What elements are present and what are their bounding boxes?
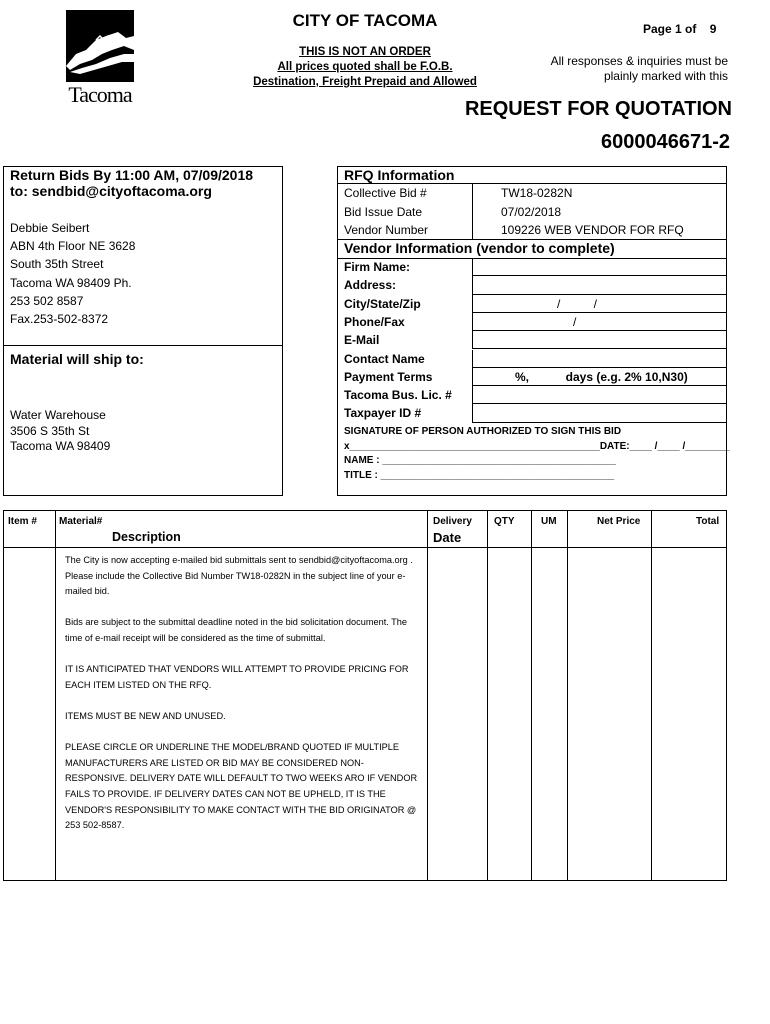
rfq-info-value: 07/02/2018 (501, 204, 562, 219)
vendor-field-label: Tacoma Bus. Lic. # (344, 388, 452, 403)
vendor-field-label: City/State/Zip (344, 296, 421, 311)
column-header-qty: QTY (494, 516, 515, 527)
rfq-info-row (337, 184, 727, 203)
fob-line-2: Destination, Freight Prepaid and Allowed (253, 76, 477, 88)
ship-to-title: Material will ship to: (10, 351, 144, 367)
column-header-material: Material# (59, 516, 103, 527)
column-divider (531, 510, 532, 881)
rfq-info-label: Vendor Number (344, 223, 429, 237)
not-order-notice: THIS IS NOT AN ORDER (299, 46, 431, 58)
vendor-field-label: E-Mail (344, 333, 380, 348)
instruction-paragraph: The City is now accepting e-mailed bid submittals sent to sendbid@cityoftacoma.org . Please include the Collective Bid Number TW18-0282N in the subject line of your e-mailed bid. (65, 555, 413, 597)
return-bids-line-2: to: sendbid@cityoftacoma.org (10, 183, 212, 199)
contact-line: 253 502 8587 (10, 293, 84, 308)
instruction-paragraph: PLEASE CIRCLE OR UNDERLINE THE MODEL/BRAND QUOTED IF MULTIPLE MANUFACTURERS ARE LISTED OR BID MAY BE CONSIDERED NON-RESPONSIVE. DELIVERY DATE WILL DEFAULT TO TWO WEEKS ARO IF VENDOR FAILS TO PROVIDE. IF DELIVERY DATES CAN NOT BE UPHELD, IT IS THE VENDOR'S RESPONSIBILITY TO MAKE CONTACT WITH THE BID ORIGINATOR @ 253 502-8587. (65, 742, 418, 831)
vendor-field-city-state-zip (337, 295, 727, 313)
contact-line: Tacoma WA 98409 Ph. (10, 275, 132, 290)
vendor-field-payment-terms (337, 368, 727, 386)
responses-line-2: plainly marked with this (603, 69, 728, 83)
divider (3, 345, 283, 346)
contact-line: ABN 4th Floor NE 3628 (10, 239, 136, 254)
vendor-field-label: Phone/Fax (344, 314, 405, 329)
vendor-field-contact-name (337, 350, 727, 368)
column-header-um: UM (541, 516, 557, 527)
buyer-contact (10, 219, 135, 328)
page-number (643, 22, 716, 36)
city-logo (66, 10, 134, 114)
address-line: Water Warehouse (10, 408, 106, 422)
signature-block (344, 425, 730, 483)
column-header-delivery: Delivery (433, 516, 472, 527)
title-line[interactable]: TITLE : __________________________________________ (344, 469, 615, 481)
responses-note (520, 54, 728, 84)
column-divider (567, 510, 568, 881)
vendor-field-firm-name (337, 258, 727, 276)
page-total: 9 (709, 22, 717, 36)
vendor-field-label: Firm Name: (344, 260, 411, 274)
rfq-heading: REQUEST FOR QUOTATION (464, 98, 732, 120)
rfq-info-row (337, 221, 727, 240)
column-header-net-price: Net Price (597, 516, 641, 527)
signature-line[interactable]: x_____________________________________________DATE:____ /____ /________ (344, 440, 730, 452)
vendor-field-label: Address: (344, 278, 397, 293)
contact-line: Fax.253-502-8372 (10, 312, 109, 327)
column-divider (55, 510, 56, 881)
fob-line-1: All prices quoted shall be F.O.B. (277, 61, 453, 73)
payment-terms-input[interactable] (472, 368, 727, 386)
fob-terms (230, 45, 500, 90)
contact-line: Debbie Seibert (10, 221, 90, 235)
vendor-field-label: Contact Name (344, 351, 425, 366)
column-divider (487, 510, 488, 881)
column-header-date: Date (433, 530, 462, 545)
vendor-field-business-license (337, 386, 727, 404)
rfq-info-value: 109226 WEB VENDOR FOR RFQ (501, 223, 684, 237)
vendor-field-phone-fax (337, 313, 727, 331)
return-bids-deadline (10, 167, 253, 199)
vendor-field-address (337, 276, 727, 294)
page-label: Page 1 of (643, 22, 697, 36)
city-state-zip-input[interactable] (472, 295, 727, 313)
rfq-info-title: RFQ Information (344, 167, 455, 183)
rfq-number: 6000046671-2 (600, 131, 730, 153)
business-license-input[interactable] (472, 386, 727, 404)
vendor-field-label: Taxpayer ID # (344, 406, 422, 421)
bid-instructions (65, 553, 425, 849)
column-header-item: Item # (8, 516, 37, 527)
field-separator: / / (557, 296, 598, 311)
taxpayer-id-input[interactable] (472, 404, 727, 422)
address-input[interactable] (472, 276, 727, 294)
phone-fax-input[interactable] (472, 313, 727, 331)
vendor-field-label: Payment Terms (344, 369, 433, 384)
responses-line-1: All responses & inquiries must be (550, 54, 728, 68)
email-input[interactable] (472, 331, 727, 349)
column-divider (427, 510, 428, 881)
city-title: CITY OF TACOMA (292, 11, 438, 30)
firm-name-input[interactable] (472, 258, 727, 276)
signature-title: SIGNATURE OF PERSON AUTHORIZED TO SIGN THIS BID (344, 426, 622, 437)
name-line[interactable]: NAME : __________________________________________ (344, 455, 616, 466)
address-line: Tacoma WA 98409 (10, 439, 111, 453)
ship-to-address (10, 408, 110, 455)
payment-terms-hint: %, days (e.g. 2% 10,N30) (515, 369, 688, 384)
logo-text: Tacoma (68, 82, 132, 107)
rfq-info-label: Collective Bid # (344, 186, 427, 200)
vendor-field-taxpayer-id (337, 404, 727, 422)
vendor-info-title: Vendor Information (vendor to complete) (344, 240, 615, 256)
divider (3, 547, 727, 548)
rfq-info-value: TW18-0282N (501, 186, 573, 200)
address-line: 3506 S 35th St (10, 423, 90, 438)
field-separator: / (573, 314, 577, 329)
rfq-info-row (337, 203, 727, 222)
column-header-description: Description (112, 530, 181, 544)
contact-line: South 35th Street (10, 257, 104, 272)
vendor-field-email (337, 331, 727, 349)
return-bids-line-1: Return Bids By 11:00 AM, 07/09/2018 (10, 167, 254, 183)
instruction-paragraph: IT IS ANTICIPATED THAT VENDORS WILL ATTEMPT TO PROVIDE PRICING FOR EACH ITEM LISTED ON THE RFQ. (65, 664, 409, 690)
contact-name-input[interactable] (472, 350, 727, 368)
column-divider (651, 510, 652, 881)
column-header-total: Total (696, 516, 720, 527)
rfq-info-label: Bid Issue Date (344, 204, 423, 219)
instruction-paragraph: Bids are subject to the submittal deadline noted in the bid solicitation document. The time of e-mail receipt will be considered as the time of submittal. (65, 617, 408, 643)
instruction-paragraph: ITEMS MUST BE NEW AND UNUSED. (65, 710, 226, 721)
